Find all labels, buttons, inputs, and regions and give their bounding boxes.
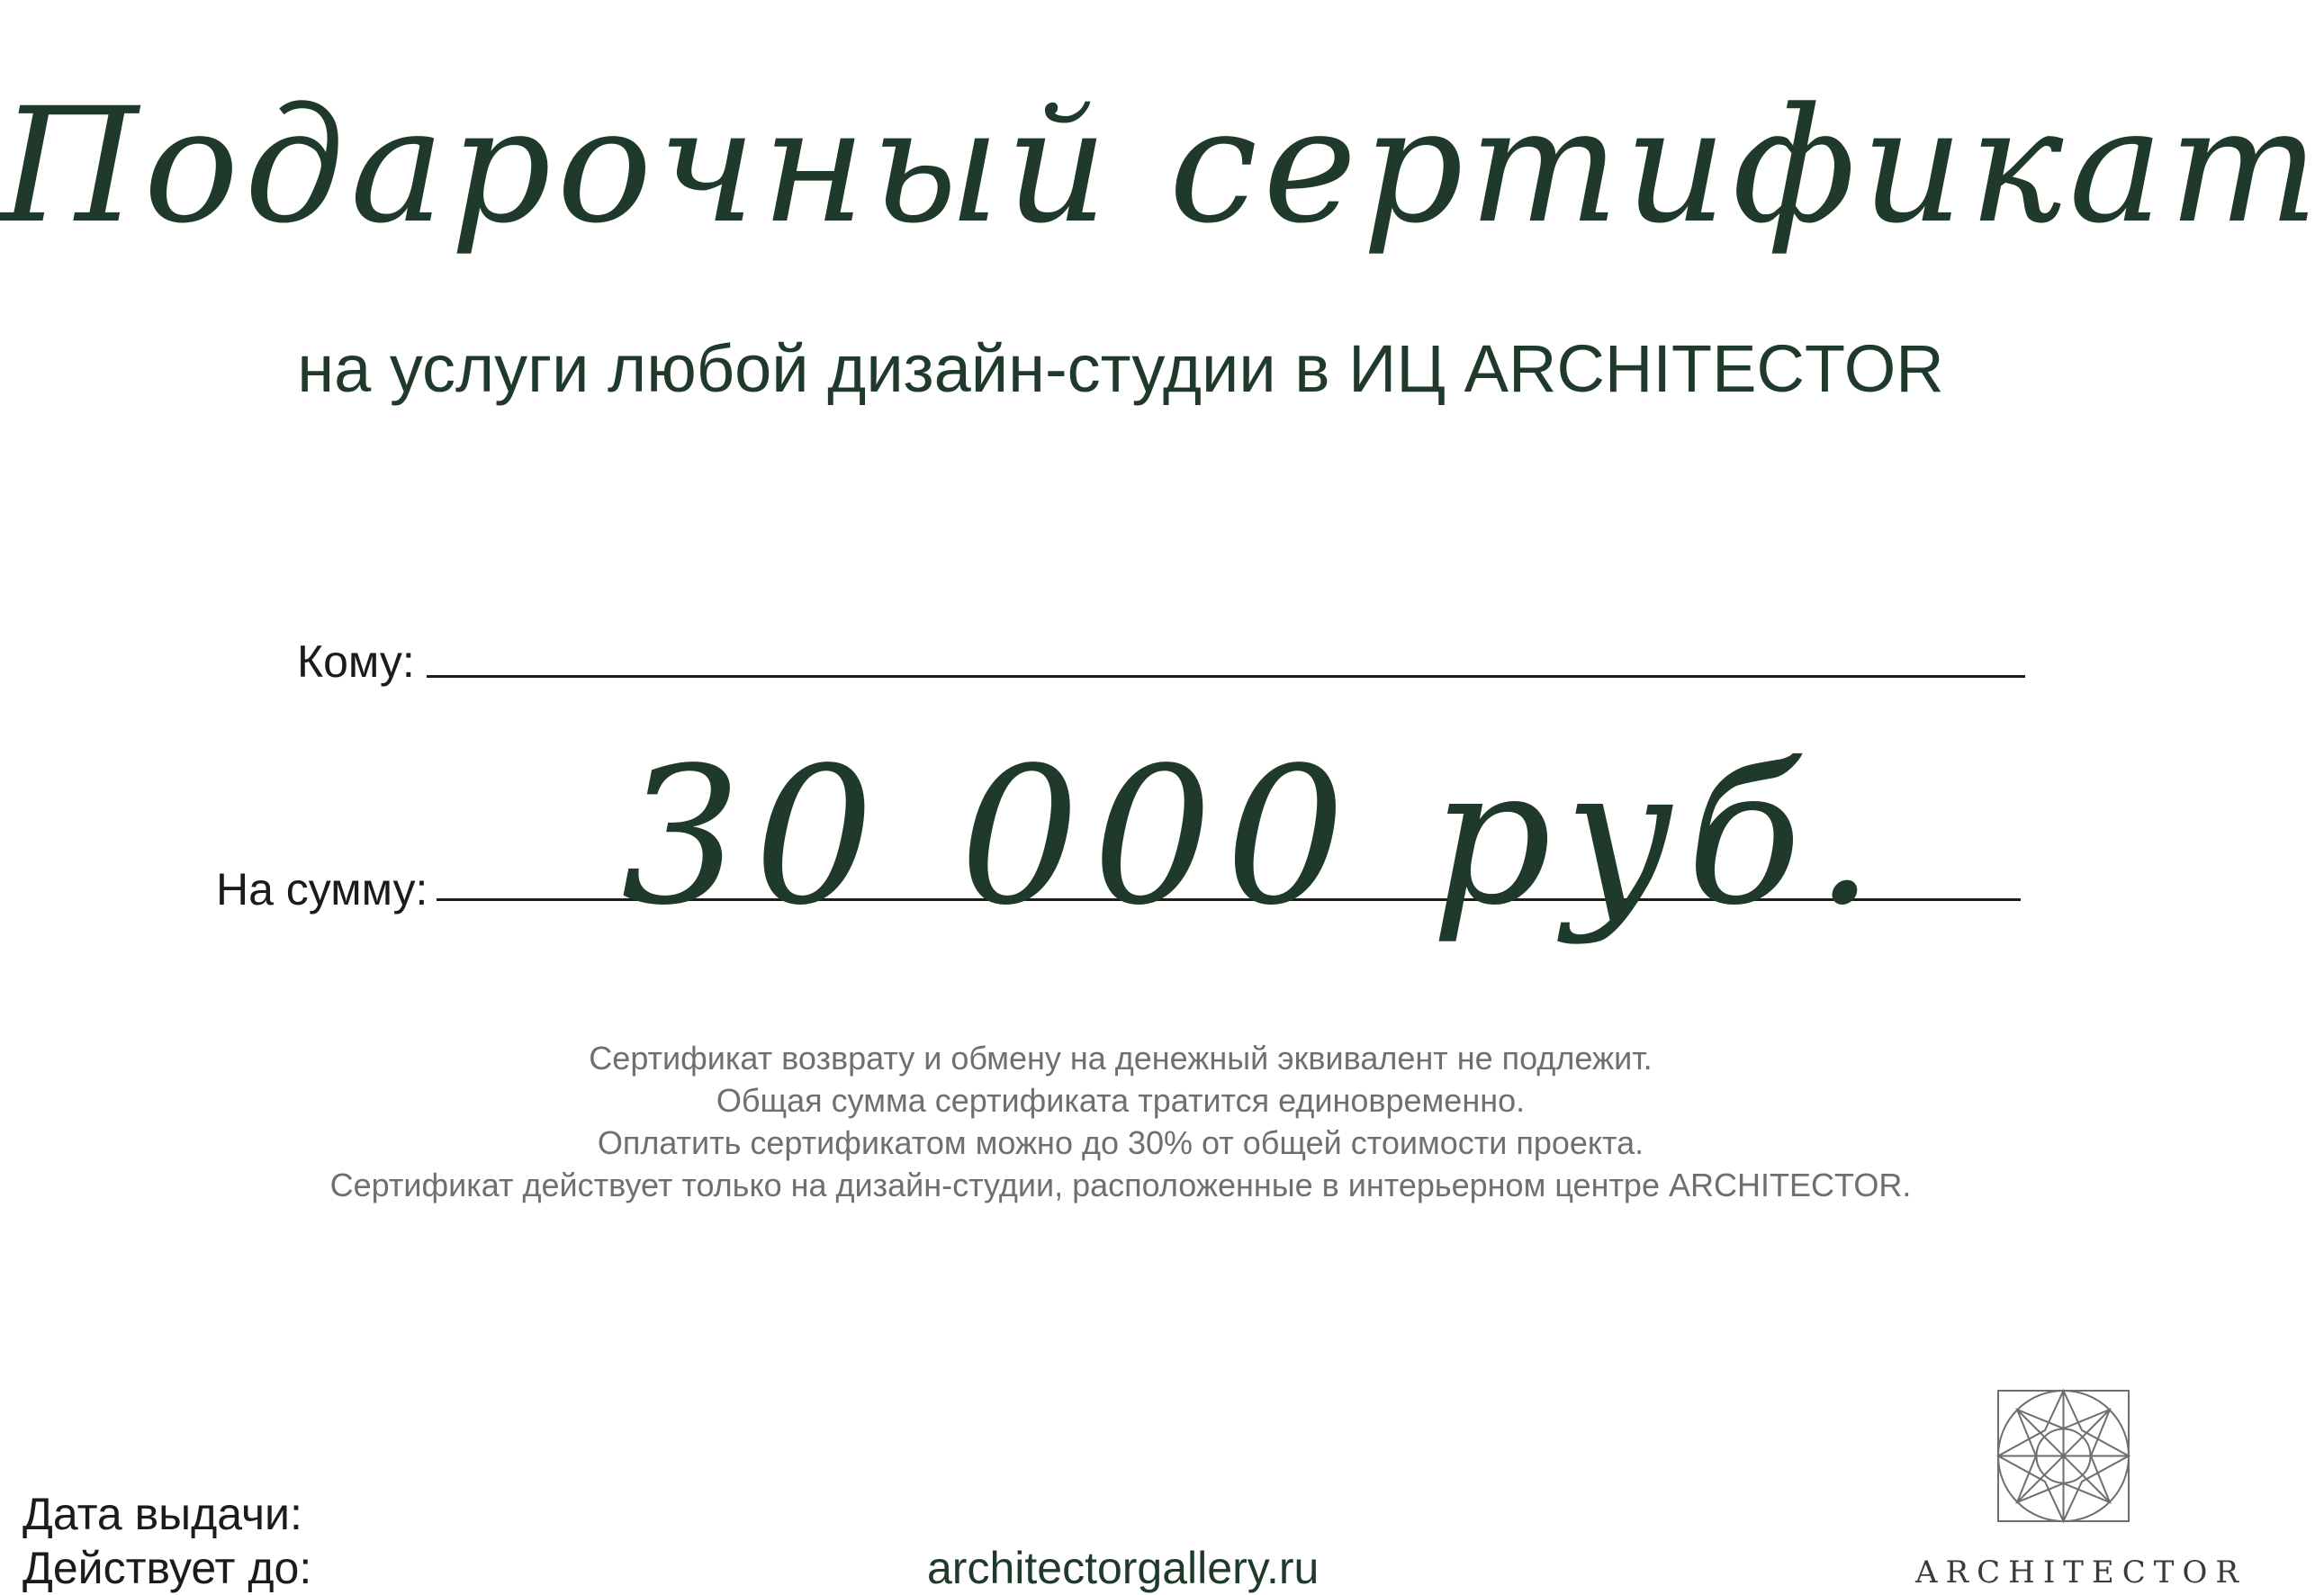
amount-value: 30 000 руб. [621, 726, 1887, 947]
note-line: Оплатить сертификатом можно до 30% от общей стоимости проекта. [597, 1124, 1644, 1161]
recipient-label: Кому: [297, 636, 415, 687]
recipient-field-line[interactable] [427, 675, 2025, 678]
logo-text: ARCHITECTOR [1915, 1554, 2247, 1590]
valid-until-label: Действует до: [23, 1543, 312, 1593]
note-line: Сертификат действует только на дизайн-студии, расположенные в интерьерном центре ARCHITECTOR. [329, 1167, 1912, 1203]
note-line: Сертификат возврату и обмену на денежный эквивалент не подлежит. [589, 1040, 1653, 1077]
note-line: Общая сумма сертификата тратится единовременно. [716, 1082, 1526, 1119]
architector-star-logo-icon [1989, 1382, 2138, 1530]
certificate-title: Подарочный сертификат [0, 74, 2324, 258]
amount-label: На сумму: [216, 864, 428, 915]
certificate-subtitle: на услуги любой дизайн-студии в ИЦ ARCHITECTOR [297, 331, 1944, 406]
terms-notes [0, 1037, 2241, 1206]
website-link[interactable]: architectorgallery.ru [927, 1543, 1320, 1593]
issue-date-label: Дата выдачи: [23, 1489, 302, 1539]
